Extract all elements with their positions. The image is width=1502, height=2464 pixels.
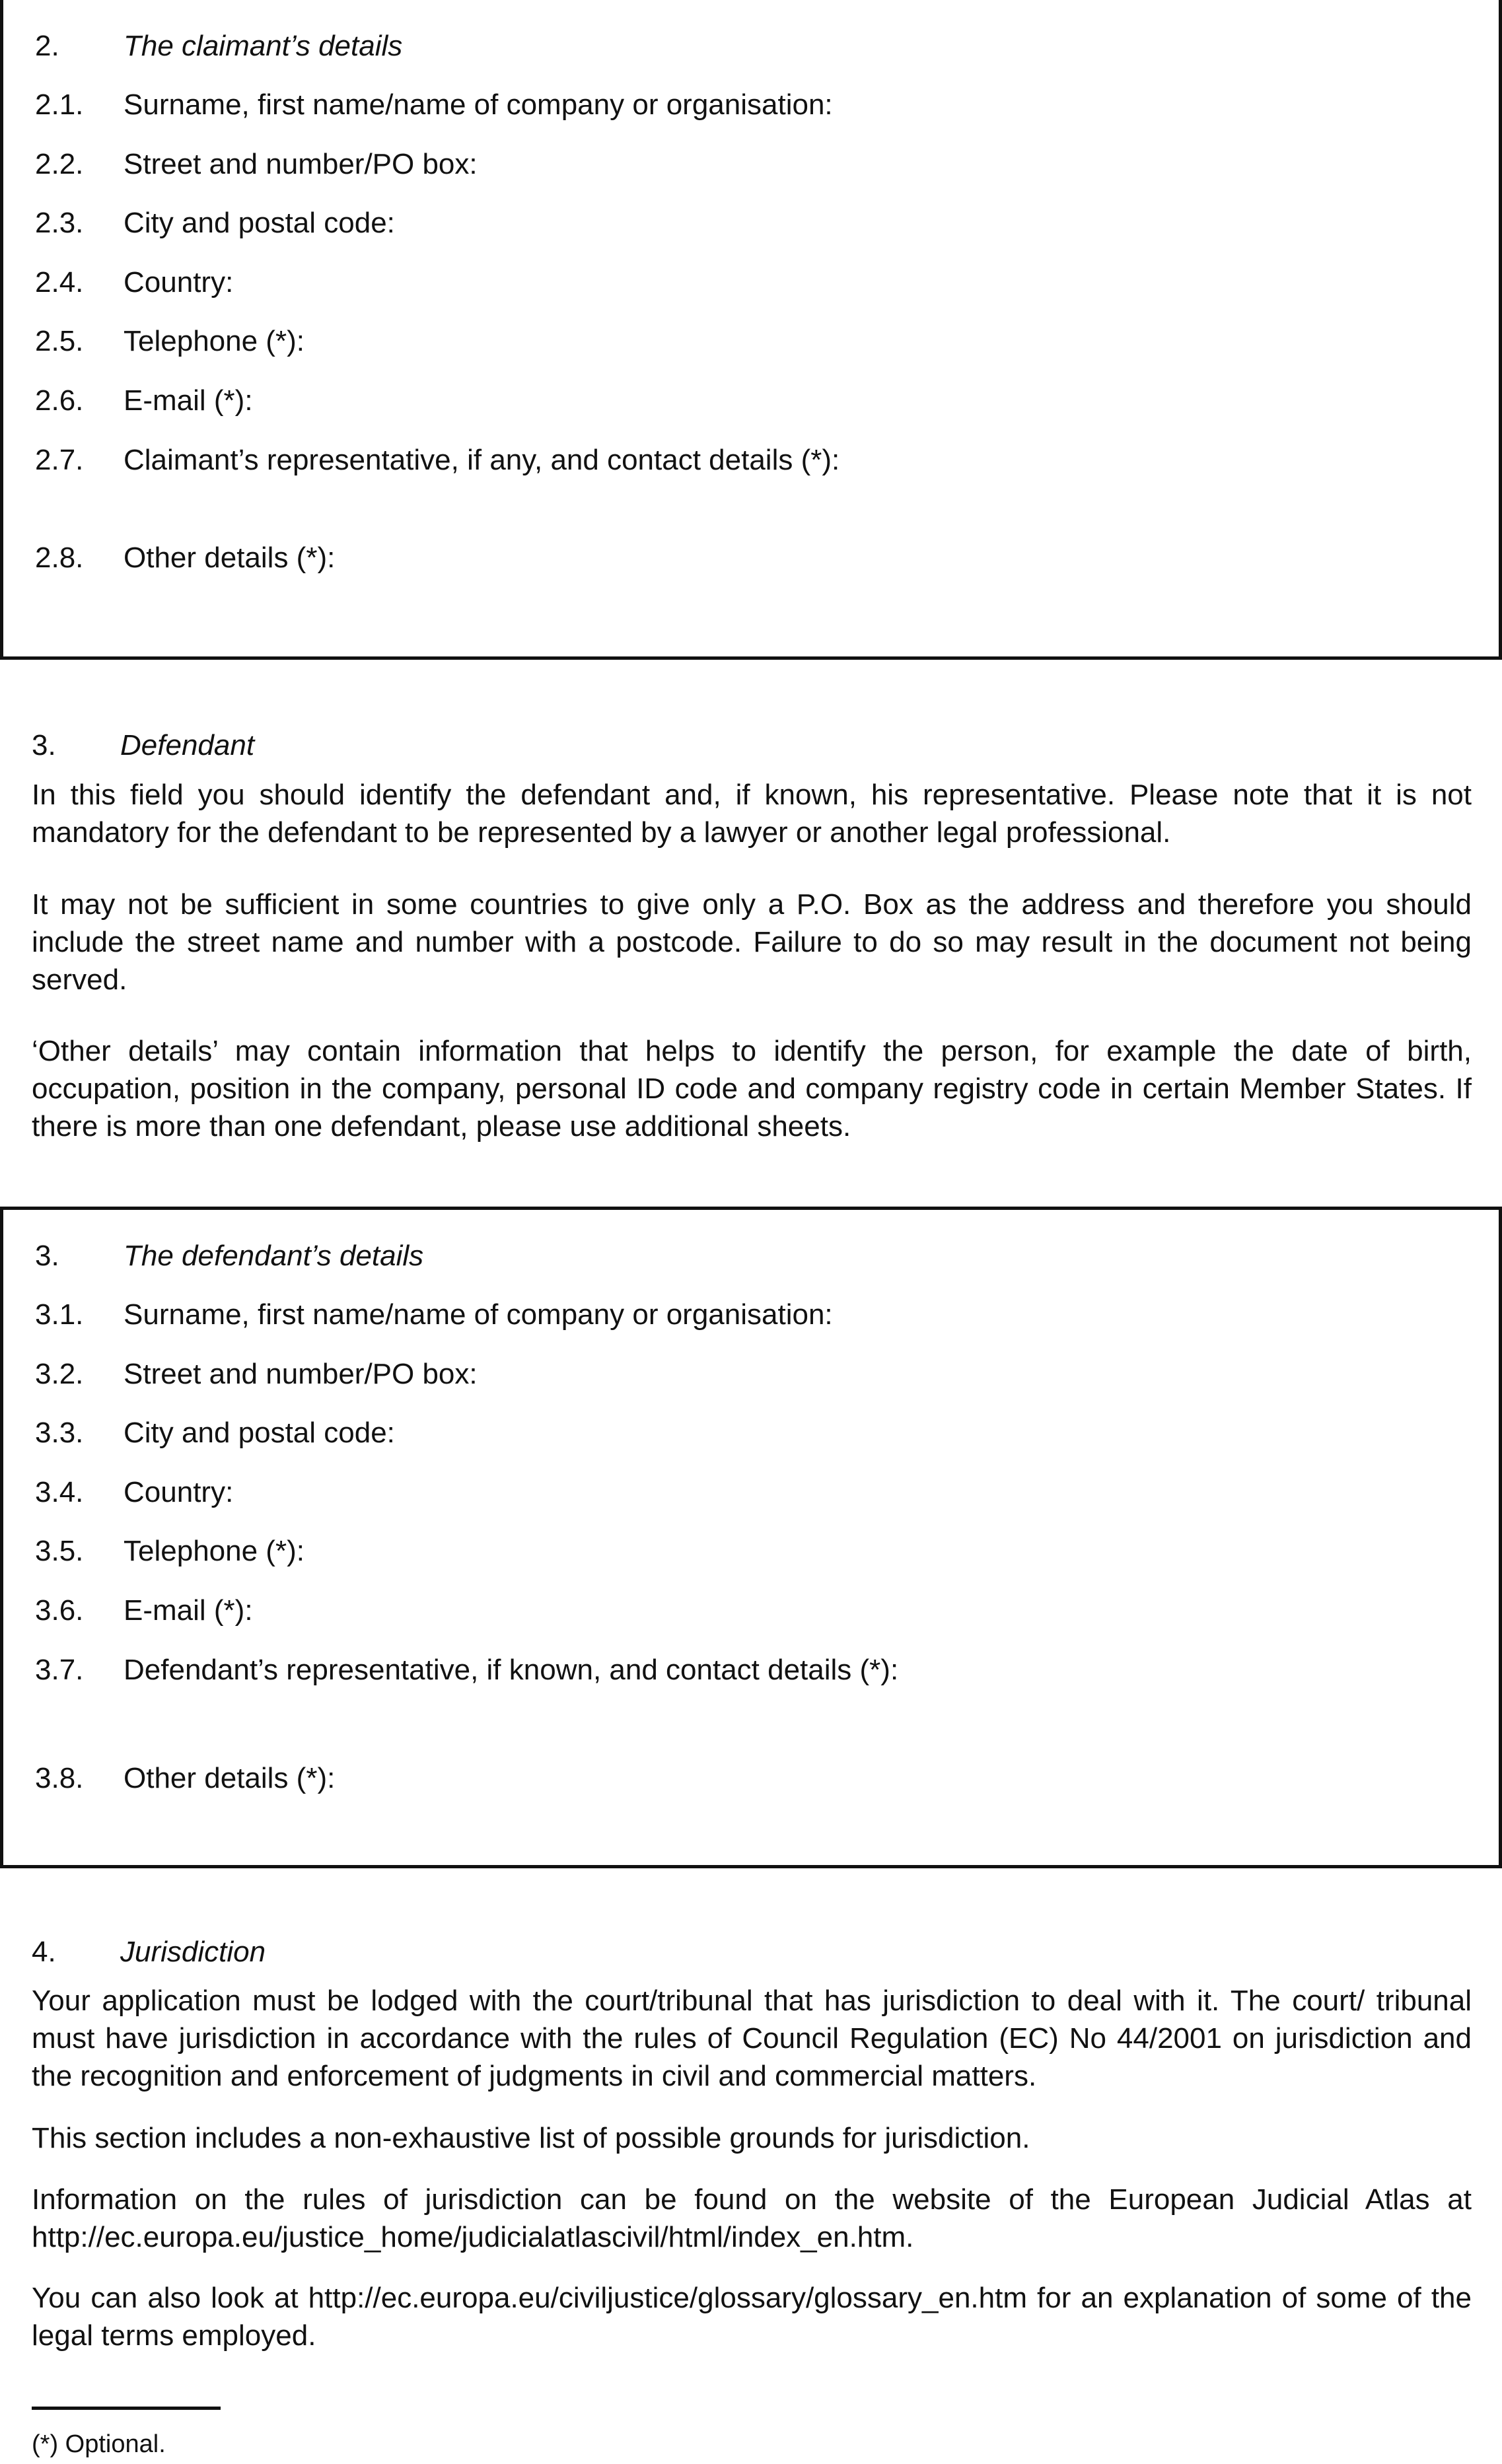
jurisdiction-paragraph: This section includes a non-exhaustive list of possible grounds for jurisdiction. — [32, 2122, 1030, 2154]
field-number: 2.2. — [35, 148, 84, 180]
field-number: 2.4. — [35, 266, 84, 299]
field-number: 3.8. — [35, 1762, 84, 1794]
field-label: Country: — [124, 266, 234, 299]
claimant-details-box — [0, 0, 1502, 660]
defendant-guidance-title: Defendant — [120, 729, 255, 761]
jurisdiction-paragraph: Your application must be lodged with the court/tribunal that has jurisdiction to deal with it. The court/ tribunal must have jurisdiction in accordance with the rules of Council Regulation (EC) No 44/2001 on jurisdiction and the recognition and enforcement of judgments in civil and commercial matters. — [32, 1985, 1472, 2092]
field-label: Other details (*): — [124, 1762, 336, 1794]
field-label: Claimant’s representative, if any, and contact details (*): — [124, 444, 840, 476]
field-label: E-mail (*): — [124, 384, 253, 417]
footnote-optional: (*) Optional. — [32, 2430, 166, 2458]
claimant-section-number: 2. — [35, 30, 59, 62]
defendant-guidance-paragraph: ‘Other details’ may contain information that helps to identify the person, for example the date of birth, occupation, position in the company, personal ID code and company registry code in certain Member States. If there is more than one defendant, please use additional sheets. — [32, 1035, 1472, 1143]
jurisdiction-paragraph: Information on the rules of jurisdiction can be found on the website of the European Judicial Atlas at http://ec.europa.eu/justice_home/judicialatlascivil/html/index_en.htm. — [32, 2183, 1472, 2253]
field-label: Street and number/PO box: — [124, 148, 478, 180]
defendant-section-title: The defendant’s details — [124, 1240, 424, 1272]
field-label: Defendant’s representative, if known, and contact details (*): — [124, 1654, 899, 1686]
field-number: 2.5. — [35, 325, 84, 357]
field-label: Other details (*): — [124, 542, 336, 574]
footnote-rule — [32, 2407, 221, 2410]
field-number: 3.1. — [35, 1298, 84, 1331]
defendant-guidance-section-number: 3. — [32, 729, 56, 761]
field-label: City and postal code: — [124, 207, 395, 239]
field-number: 2.6. — [35, 384, 84, 417]
field-number: 2.3. — [35, 207, 84, 239]
jurisdiction-section-number: 4. — [32, 1936, 56, 1968]
field-label: Surname, first name/name of company or organisation: — [124, 1298, 833, 1331]
jurisdiction-title: Jurisdiction — [120, 1936, 266, 1968]
defendant-section-number: 3. — [35, 1240, 59, 1272]
field-number: 3.2. — [35, 1358, 84, 1390]
defendant-guidance-paragraph: It may not be sufficient in some countries to give only a P.O. Box as the address and therefore you should include the street name and number with a postcode. Failure to do so may result in the document not being served. — [32, 888, 1472, 996]
field-number: 2.8. — [35, 542, 84, 574]
field-label: Country: — [124, 1476, 234, 1508]
field-number: 3.6. — [35, 1594, 84, 1627]
jurisdiction-paragraph: You can also look at http://ec.europa.eu/civiljustice/glossary/glossary_en.htm for an explanation of some of the legal terms employed. — [32, 2282, 1472, 2352]
field-number: 2.7. — [35, 444, 84, 476]
field-label: City and postal code: — [124, 1417, 395, 1449]
field-number: 3.7. — [35, 1654, 84, 1686]
field-number: 3.5. — [35, 1535, 84, 1567]
claimant-section-title: The claimant’s details — [124, 30, 403, 62]
field-number: 2.1. — [35, 88, 84, 121]
defendant-guidance-paragraph: In this field you should identify the defendant and, if known, his representative. Please note that it is not mandatory for the defendant to be represented by a lawyer or another legal professional. — [32, 779, 1472, 849]
field-label: Telephone (*): — [124, 1535, 304, 1567]
field-label: Street and number/PO box: — [124, 1358, 478, 1390]
field-number: 3.4. — [35, 1476, 84, 1508]
defendant-details-box — [0, 1207, 1502, 1868]
field-label: Telephone (*): — [124, 325, 304, 357]
field-label: Surname, first name/name of company or organisation: — [124, 88, 833, 121]
field-number: 3.3. — [35, 1417, 84, 1449]
field-label: E-mail (*): — [124, 1594, 253, 1627]
